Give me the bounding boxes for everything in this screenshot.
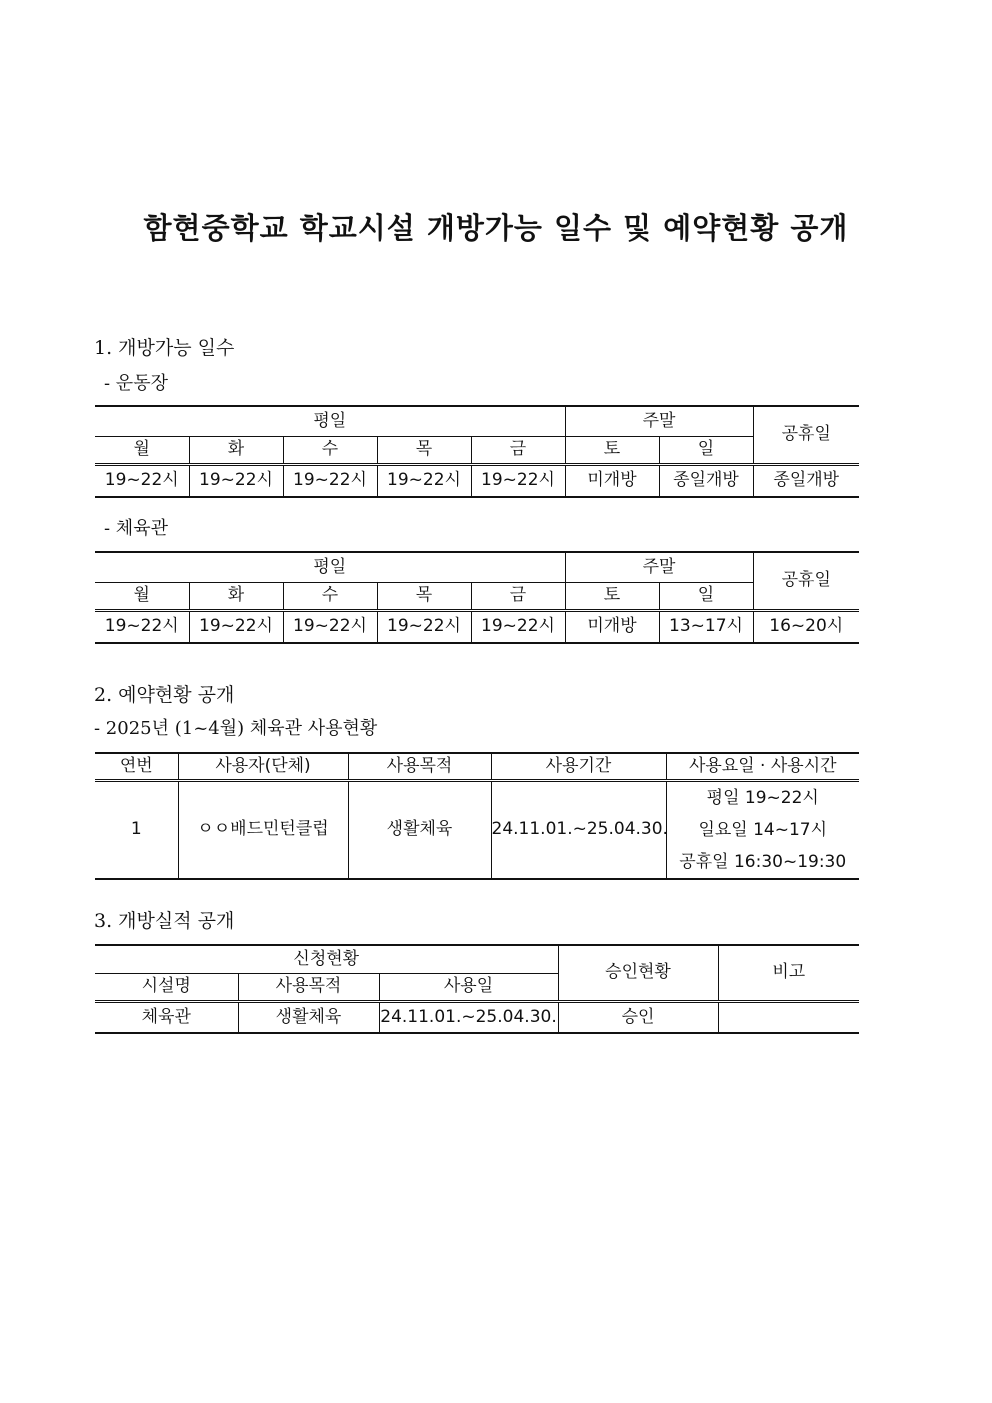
day-fri: 금 <box>471 436 565 464</box>
playground-thu: 19~22시 <box>377 464 471 497</box>
playground-table <box>95 405 859 498</box>
day-mon: 월 <box>95 436 189 464</box>
day-mon: 월 <box>95 582 189 610</box>
row-purpose: 생활체육 <box>348 780 491 879</box>
col-schedule: 사용요일 · 사용시간 <box>666 753 859 780</box>
playground-fri: 19~22시 <box>471 464 565 497</box>
col-purpose: 사용목적 <box>348 753 491 780</box>
day-wed: 수 <box>283 582 377 610</box>
gym-mon: 19~22시 <box>95 610 189 643</box>
holiday-header: 공휴일 <box>753 406 859 464</box>
playground-sat: 미개방 <box>565 464 659 497</box>
row-user: ㅇㅇ배드민턴클럽 <box>178 780 348 879</box>
facility-header: 시설명 <box>95 973 238 1001</box>
application-header: 신청현황 <box>95 945 558 973</box>
day-wed: 수 <box>283 436 377 464</box>
gym-sun: 13~17시 <box>659 610 753 643</box>
col-user: 사용자(단체) <box>178 753 348 780</box>
gym-fri: 19~22시 <box>471 610 565 643</box>
row-facility: 체육관 <box>95 1001 238 1033</box>
purpose-header: 사용목적 <box>238 973 379 1001</box>
reservation-table <box>95 752 859 880</box>
playground-mon: 19~22시 <box>95 464 189 497</box>
weekend-header: 주말 <box>565 552 753 582</box>
section2-heading: 2. 예약현황 공개 <box>94 684 235 706</box>
row-period: 24.11.01.~25.04.30. <box>491 780 666 879</box>
page-title: 함현중학교 학교시설 개방가능 일수 및 예약현황 공개 <box>143 211 849 245</box>
day-sat: 토 <box>565 582 659 610</box>
row-date: 24.11.01.~25.04.30. <box>379 1001 558 1033</box>
gym-tue: 19~22시 <box>189 610 283 643</box>
day-thu: 목 <box>377 582 471 610</box>
col-period: 사용기간 <box>491 753 666 780</box>
section1-heading: 1. 개방가능 일수 <box>94 337 235 359</box>
schedule-holiday: 공휴일 16:30~19:30 <box>679 851 847 872</box>
day-sat: 토 <box>565 436 659 464</box>
row-number: 1 <box>95 780 178 879</box>
gym-wed: 19~22시 <box>283 610 377 643</box>
approval-header: 승인현황 <box>558 945 718 1001</box>
gym-table <box>95 551 859 644</box>
playground-subheading: - 운동장 <box>104 373 168 394</box>
row-schedule <box>666 780 859 879</box>
section2-subheading: - 2025년 (1~4월) 체육관 사용현황 <box>94 718 378 739</box>
gym-thu: 19~22시 <box>377 610 471 643</box>
playground-tue: 19~22시 <box>189 464 283 497</box>
weekday-header: 평일 <box>95 406 565 436</box>
playground-wed: 19~22시 <box>283 464 377 497</box>
playground-holiday: 종일개방 <box>753 464 859 497</box>
gym-sat: 미개방 <box>565 610 659 643</box>
row-purpose: 생활체육 <box>238 1001 379 1033</box>
holiday-header: 공휴일 <box>753 552 859 610</box>
note-header: 비고 <box>718 945 859 1001</box>
date-header: 사용일 <box>379 973 558 1001</box>
day-tue: 화 <box>189 436 283 464</box>
results-table <box>95 944 859 1034</box>
gym-subheading: - 체육관 <box>104 518 168 539</box>
weekday-header: 평일 <box>95 552 565 582</box>
row-approval: 승인 <box>558 1001 718 1033</box>
day-tue: 화 <box>189 582 283 610</box>
playground-sun: 종일개방 <box>659 464 753 497</box>
weekend-header: 주말 <box>565 406 753 436</box>
schedule-sunday: 일요일 14~17시 <box>698 819 828 840</box>
gym-holiday: 16~20시 <box>753 610 859 643</box>
schedule-weekday: 평일 19~22시 <box>706 787 819 808</box>
section3-heading: 3. 개방실적 공개 <box>94 910 235 932</box>
col-number: 연번 <box>95 753 178 780</box>
day-sun: 일 <box>659 436 753 464</box>
row-note <box>718 1001 859 1033</box>
day-fri: 금 <box>471 582 565 610</box>
day-thu: 목 <box>377 436 471 464</box>
day-sun: 일 <box>659 582 753 610</box>
